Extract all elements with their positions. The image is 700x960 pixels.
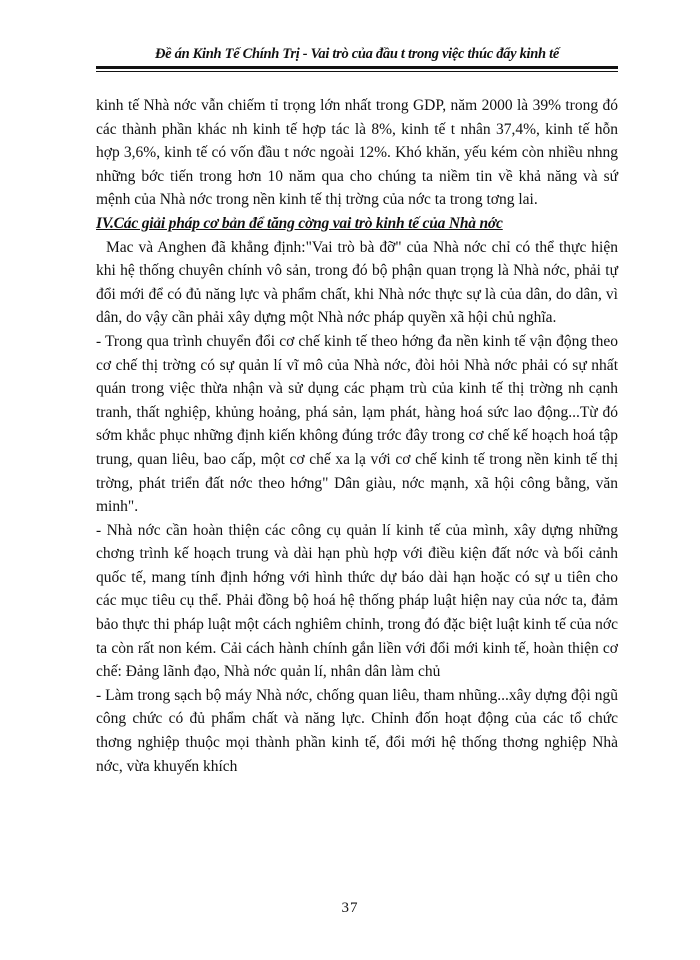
- bullet-paragraph-management-tools: - Nhà nớc cần hoàn thiện các công cụ quản lí kinh tế của mình, xây dựng những chơng trình kế hoạch trung và dài hạn phù hợp với điều kiện đất nớc và bối cảnh quốc tế, mang tính định hớng với hình thức dự báo dài hạn hoặc có sự u tiên cho các mục tiêu cụ thể. Phải đồng bộ hoá hệ thống pháp luật hiện nay của nớc ta, đảm bảo thực thi pháp luật một cách nghiêm chỉnh, trong đó đặc biệt luật kinh tế của nớc ta còn rất non kém. Cải cách hành chính gắn liền với đổi mới kinh tế, hoàn thiện cơ chế: Đảng lãnh đạo, Nhà nớc quản lí, nhân dân làm chủ: [96, 521, 618, 681]
- header-rule-thick: [96, 66, 618, 69]
- bullet-paragraph-market-mechanism: - Trong qua trình chuyển đổi cơ chế kinh tế theo hớng đa nền kinh tế vận động theo cơ chế thị trờng có sự quản lí vĩ mô của Nhà nớc, đòi hỏi Nhà nớc phải có sự nhất quán trong việc thừa nhận và sử dụng các phạm trù của kinh tế thị trờng nh cạnh tranh, thất nghiệp, khủng hoảng, phá sản, lạm phát, hàng hoá sức lao động...Từ đó sớm khắc phục những định kiến không đúng trớc đây trong cơ chế kế hoạch hoá tập trung, quan liêu, bao cấp, một cơ chế xa lạ với cơ chế kinh tế trong nền kinh tế thị trờng, phát triển đất nớc theo hớng" Dân giàu, nớc mạnh, xã hội công bằng, văn minh".: [96, 332, 618, 516]
- section-heading: IV.Các giải pháp cơ bản để tăng cờng vai trò kinh tế của Nhà nớc: [96, 214, 503, 232]
- paragraph-marx-engels: Mac và Anghen đã khẳng định:"Vai trò bà đỡ" của Nhà nớc chỉ có thể thực hiện khi hệ thống chuyên chính vô sản, trong đó bộ phận quan trọng là Nhà nớc, phải tự đổi mới để có đủ năng lực và phẩm chất, khi Nhà nớc thực sự là của dân, do dân, vì dân, do vậy cần phải xây dựng một Nhà nớc pháp quyền xã hội chủ nghĩa.: [96, 238, 618, 327]
- bullet-paragraph-clean-apparatus: - Làm trong sạch bộ máy Nhà nớc, chống quan liêu, tham nhũng...xây dựng đội ngũ công chức có đủ phẩm chất và năng lực. Chỉnh đốn hoạt động của các tổ chức thơng nghiệp thuộc mọi thành phần kinh tế, đổi mới hệ thống thơng nghiệp Nhà nớc, vừa khuyến khích: [96, 686, 618, 775]
- page-number: 37: [341, 900, 359, 916]
- header-rule-thin: [96, 71, 618, 72]
- document-body: [96, 94, 618, 778]
- paragraph-continued: kinh tế Nhà nớc vẫn chiếm tỉ trọng lớn nhất trong GDP, năm 2000 là 39% trong đó các thành phần khác nh kinh tế hợp tác là 8%, kinh tế t nhân 37,4%, kinh tế hỗn hợp 3,6%, kinh tế có vốn đầu t nớc ngoài 12%. Khó khăn, yếu kém còn nhiều nhng những bớc tiến trong hơn 10 năm qua cho chúng ta niềm tin về khả năng và sứ mệnh của Nhà nớc trong nền kinh tế thị trờng của nớc ta trong tơng lai.: [96, 97, 618, 209]
- running-header: Đề án Kinh Tế Chính Trị - Vai trò của đầu t trong việc thúc đẩy kinh tế: [155, 46, 559, 62]
